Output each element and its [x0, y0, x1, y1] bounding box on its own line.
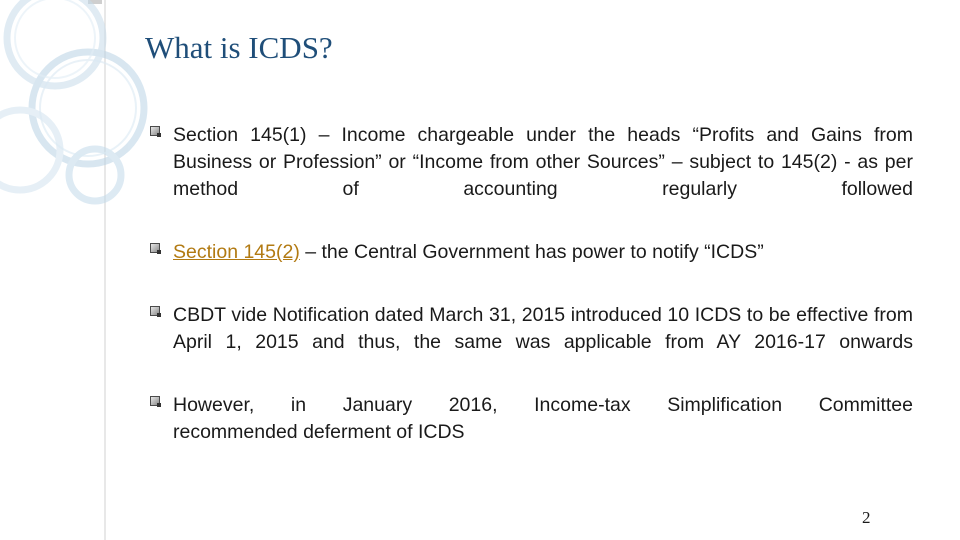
bullet-item — [150, 302, 913, 356]
bullet-text: Section 145(1) – Income chargeable under the heads “Profits and Gains from Business or Profession” or “Income from other Sources” – subject to 145(2) - as per method of accounting regularly followed — [173, 124, 913, 200]
checkbox-bullet-icon — [150, 396, 160, 406]
bullet-item — [150, 122, 913, 203]
section-145-2-link[interactable]: Section 145(2) — [173, 241, 300, 263]
bullet-text-line2: recommended deferment of ICDS — [173, 421, 465, 443]
bullet-list — [150, 122, 913, 482]
bullet-text: CBDT vide Notification dated March 31, 2015 introduced 10 ICDS to be effective from April 1, 2015 and thus, the same was applicable from AY 2016-17 onwards — [173, 304, 913, 353]
bullet-text: However, in January 2016, Income-tax Simplification Committee — [173, 394, 913, 416]
slide-title: What is ICDS? — [145, 30, 333, 65]
checkbox-bullet-icon — [150, 306, 160, 316]
checkbox-bullet-icon — [150, 243, 160, 253]
bullet-text-rest: – the Central Government has power to notify “ICDS” — [299, 241, 764, 263]
bullet-item — [150, 239, 913, 266]
decorative-rings — [0, 0, 144, 201]
checkbox-bullet-icon — [150, 126, 160, 136]
page-number: 2 — [862, 508, 871, 527]
bullet-text — [173, 239, 913, 266]
bullet-item — [150, 392, 913, 446]
